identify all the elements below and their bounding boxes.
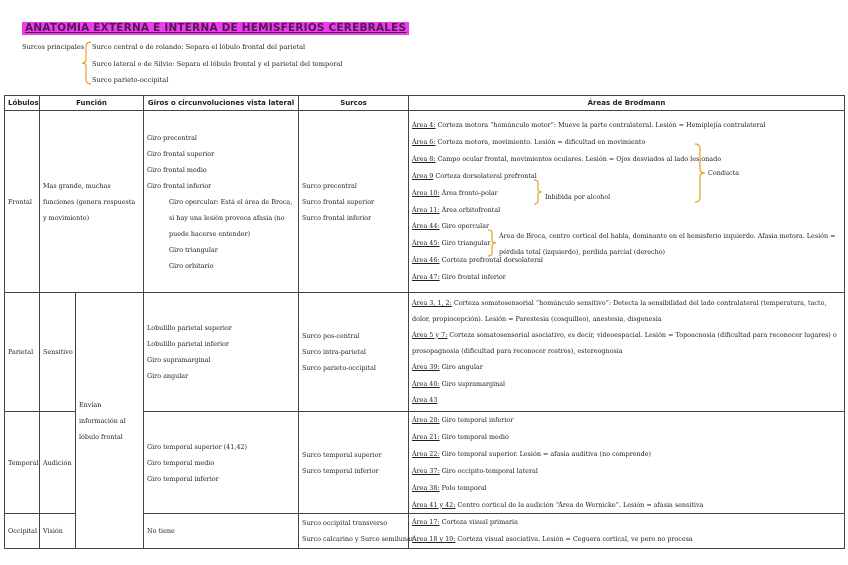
header-surcos: Surcos <box>299 96 409 111</box>
table-row-frontal <box>5 111 845 293</box>
area-item: Área 9 Corteza dorsolateral prefrontal <box>412 171 537 180</box>
giros-occipital: No tiene <box>144 514 299 549</box>
giro-item: Giro frontal medio <box>147 165 207 174</box>
surco-item: Surco pos-central <box>302 332 360 340</box>
area-item: Área 6: Corteza motora, movimiento. Lesión = dificultad en movimiento <box>412 137 646 146</box>
areas-frontal <box>409 111 845 293</box>
area-item: Área 21: Giro temporal medio <box>412 432 509 441</box>
giro-item: Giro temporal medio <box>147 458 215 467</box>
area-item: Área 37: Giro occipito-temporal lateral <box>412 466 538 475</box>
giro-sub-item: Giro opercular: Está el área de Broca, si hay una lesión provoca afasia (no puede hacerse entender) <box>169 197 293 238</box>
area-item: Área 10: Área fronto-polar <box>412 188 498 197</box>
header-lobulos: Lóbulos <box>5 96 40 111</box>
giros-parietal <box>144 293 299 412</box>
page-title: ANATOMIA EXTERNA E INTERNA DE HEMISFERIOS CEREBRALES <box>22 22 409 35</box>
giro-item: Giro angular <box>147 372 189 380</box>
giro-sub-item: Giro triangular <box>169 245 218 254</box>
giro-item: Giro supramarginal <box>147 356 211 364</box>
area-item: Área 18 y 19: Corteza visual asociativa. Lesión = Ceguera cortical, ve pero no procesa <box>412 535 693 544</box>
header-funcion: Función <box>40 96 144 111</box>
surco-item: Surco parieto-occipital <box>302 364 376 372</box>
lobe-frontal: Frontal <box>5 111 40 293</box>
function-occipital: Visión <box>40 514 76 549</box>
table-header-row <box>5 96 845 111</box>
giro-item: Giro frontal superior <box>147 149 215 158</box>
area-item: Área 38: Polo temporal <box>412 483 487 492</box>
areas-temporal <box>409 412 845 514</box>
giro-item: Giro temporal superior (41,42) <box>147 442 247 451</box>
surcos-brace <box>82 41 92 85</box>
area-item: Área 17: Corteza visual primaria <box>412 518 518 527</box>
giros-temporal <box>144 412 299 514</box>
surcos-parietal <box>299 293 409 412</box>
conducta-label: Conducta <box>708 169 740 177</box>
area-item: Área 8: Campo ocular frontal, movimientos oculares. Lesión = Ojos desviados al lado lesionado <box>412 154 722 163</box>
surco-item: Surco frontal superior <box>302 197 375 206</box>
function-parietal: Sensitivo <box>40 293 76 412</box>
envian-informacion: Envían información al lóbulo frontal <box>76 293 144 549</box>
surco-item: Surco temporal superior <box>302 450 382 459</box>
giro-item: Giro precentral <box>147 133 197 142</box>
area-item: Área 39: Giro angular <box>412 362 483 371</box>
area-item: Área 43 <box>412 396 438 405</box>
surco-item: Surco calcarino y Surco semilunar <box>302 535 414 544</box>
table-row-parietal <box>5 293 845 412</box>
surco-item: Surco occipital transverso <box>302 519 388 528</box>
inhibida-label: Inhibida por alcohol <box>545 193 611 201</box>
surcos-frontal <box>299 111 409 293</box>
giros-frontal <box>144 111 299 293</box>
area-item: Área 40: Giro supramarginal <box>412 379 506 388</box>
area-item: Área 44: Giro opercular <box>412 222 490 231</box>
broca-brace <box>487 229 497 257</box>
lobe-occipital: Occipital <box>5 514 40 549</box>
area-item: Área 3, 1, 2: Corteza somatosensorial “homúnculo sensitivo”: Detecta la sensibilidad del lado contralateral (temperatura, tacto, dolor, propiocepción). Lesión = Parestesia (cosquilleo), anestesia, disgenesia <box>412 298 827 323</box>
broca-note: Área de Broca, centro cortical del habla, dominante en el hemisferio izquierdo. Afasia motora. Lesión = pérdida total (izquierdo), perdida parcial (derecho) <box>499 232 836 256</box>
area-item: Área 47: Giro frontal inferior <box>412 273 506 282</box>
header-areas: Áreas de Brodmann <box>409 96 845 111</box>
giro-item: Lobulillo parietal superior <box>147 324 232 332</box>
surco-item: Surco precentral <box>302 181 357 190</box>
function-frontal: Mas grande, muchas funciones (genera respuesta y movimiento) <box>40 111 144 293</box>
conducta-brace <box>694 143 706 203</box>
surcos-temporal <box>299 412 409 514</box>
alcohol-brace <box>533 179 543 205</box>
giro-item: Giro frontal inferior <box>147 181 212 190</box>
area-item: Área 5 y 7: Corteza somatosensorial asociativo, es decir, videoespacial. Lesión = Topoacnosia (dificultad para reconocer lugares) o prosopagnosia (dificultad para reconocer rostros), estereognosia <box>412 330 837 355</box>
area-item: Área 11: Área orbitofrontal <box>412 205 501 214</box>
surco-item: Surco frontal inferior <box>302 213 372 222</box>
surcos-principales-label: Surcos principales <box>22 43 85 51</box>
surco-parieto-occipital: Surco parieto-occipital <box>92 76 169 84</box>
giro-sub-item: Giro orbitario <box>169 261 214 270</box>
area-item: Área 41 y 42: Centro cortical de la audición “Área de Wernicke”. Lesión = afasia sensitiva <box>412 500 704 509</box>
lobe-temporal: Temporal <box>5 412 40 514</box>
areas-occipital <box>409 514 845 549</box>
surcos-occipital <box>299 514 414 549</box>
surco-lateral: Surco lateral o de Silvio: Separa el lóbulo frontal y el parietal del temporal <box>92 60 343 68</box>
lobe-parietal: Parietal <box>5 293 40 412</box>
area-item: Área 4: Corteza motora “homúnculo motor”: Mueve la parte contralateral. Lesión = Hemiplejía contralateral <box>412 120 766 129</box>
surco-central: Surco central o de rolando: Separa el lóbulo frontal del parietal <box>92 43 306 51</box>
giro-item: Lobulillo parietal inferior <box>147 340 229 348</box>
area-item: Área 45: Giro triangular <box>412 239 491 248</box>
area-item: Área 20: Giro temporal inferior <box>412 416 514 424</box>
header-giros: Giros o circunvoluciones vista lateral <box>144 96 299 111</box>
surco-item: Surco intra-parietal <box>302 348 366 356</box>
area-item: Área 22: Giro temporal superior. Lesión = afasia auditiva (no comprende) <box>412 449 652 458</box>
surco-item: Surco temporal inferior <box>302 466 379 475</box>
brodmann-table <box>4 95 845 549</box>
function-temporal: Audición <box>40 412 76 514</box>
giro-item: Giro temporal inferior <box>147 474 219 483</box>
areas-parietal <box>409 293 845 412</box>
area-item: Área 46: Corteza prefrontal dorsolateral <box>412 256 543 265</box>
